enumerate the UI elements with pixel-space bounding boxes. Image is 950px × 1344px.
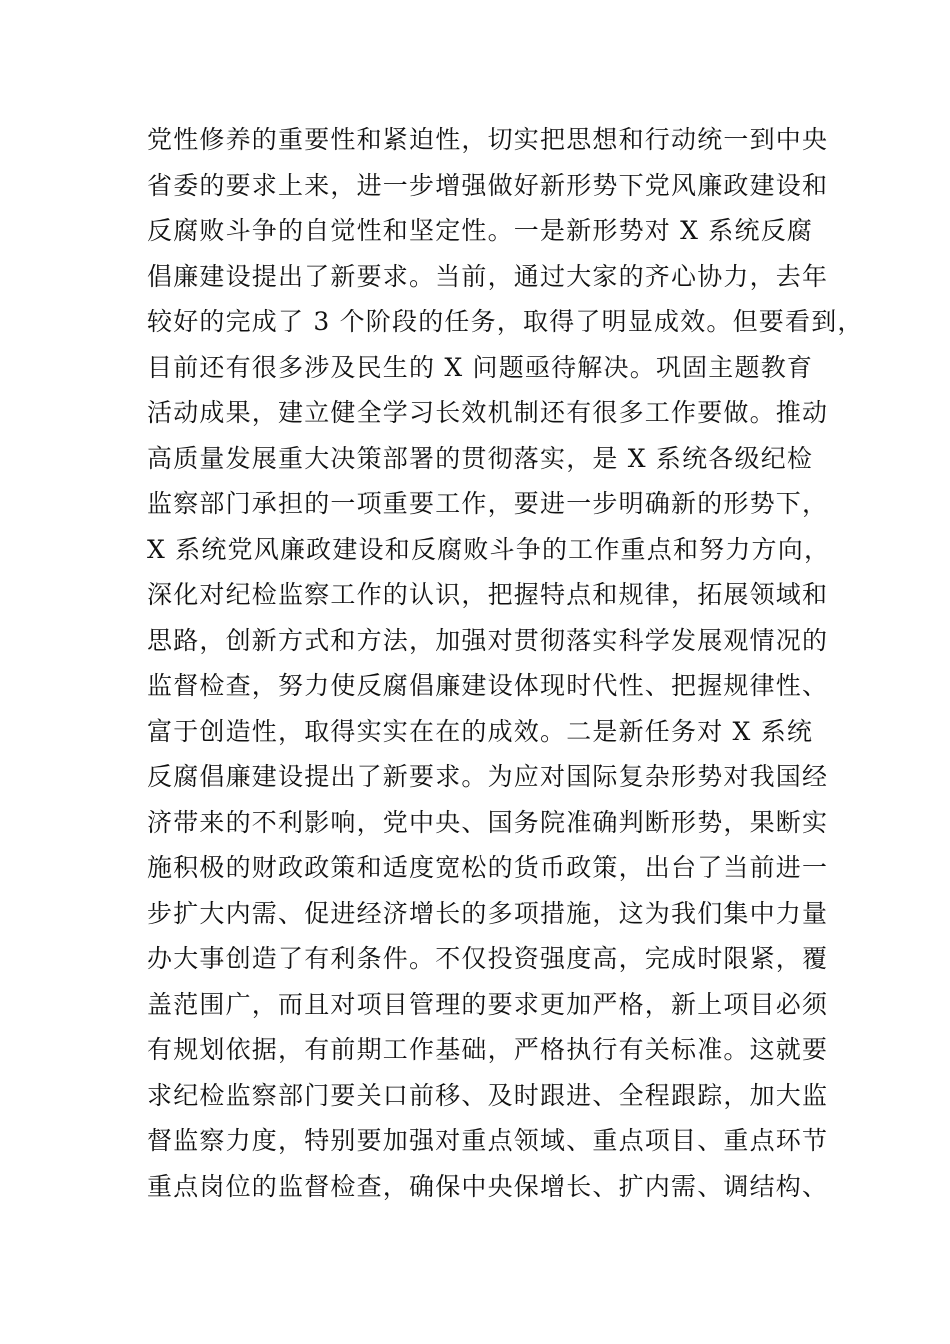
- text-line: 党性修养的重要性和紧迫性，切实把思想和行动统一到中央: [147, 125, 829, 154]
- text-line: 活动成果，建立健全学习长效机制还有很多工作要做。推动: [147, 398, 829, 427]
- text-line: 倡廉建设提出了新要求。当前，通过大家的齐心协力，去年: [147, 261, 829, 291]
- text-line: 高质量发展重大决策部署的贯彻落实，是 X 系统各级纪检: [147, 443, 814, 473]
- body-text: [147, 117, 864, 1209]
- text-line: 施积极的财政政策和适度宽松的货币政策，出台了当前进一: [147, 853, 829, 882]
- text-line: 思路，创新方式和方法，加强对贯彻落实科学发展观情况的: [147, 625, 829, 655]
- text-line: 富于创造性，取得实实在在的成效。二是新任务对 X 系统: [147, 716, 814, 746]
- text-line: 重点岗位的监督检查，确保中央保增长、扩内需、调结构、: [147, 1171, 829, 1201]
- text-line: 目前还有很多涉及民生的 X 问题亟待解决。巩固主题教育: [147, 352, 814, 382]
- text-line: 监督检查，努力使反腐倡廉建设体现时代性、把握规律性、: [147, 671, 829, 700]
- text-line: 反腐倡廉建设提出了新要求。为应对国际复杂形势对我国经: [147, 762, 829, 791]
- text-line: 省委的要求上来，进一步增强做好新形势下党风廉政建设和: [147, 170, 829, 200]
- text-line: 深化对纪检监察工作的认识，把握特点和规律，拓展领域和: [147, 580, 829, 609]
- text-line: 有规划依据，有前期工作基础，严格执行有关标准。这就要: [147, 1035, 829, 1064]
- text-line: 济带来的不利影响，党中央、国务院准确判断形势，果断实: [147, 807, 829, 837]
- text-line: 监察部门承担的一项重要工作，要进一步明确新的形势下，: [147, 489, 829, 518]
- text-line: 盖范围广，而且对项目管理的要求更加严格，新上项目必须: [147, 989, 829, 1019]
- text-line: 步扩大内需、促进经济增长的多项措施，这为我们集中力量: [147, 898, 829, 928]
- text-line: X 系统党风廉政建设和反腐败斗争的工作重点和努力方向，: [147, 534, 831, 564]
- text-line: 反腐败斗争的自觉性和坚定性。一是新形势对 X 系统反腐: [147, 216, 814, 245]
- text-line: 较好的完成了 3 个阶段的任务，取得了明显成效。但要看到，: [147, 307, 864, 336]
- text-line: 求纪检监察部门要关口前移、及时跟进、全程跟踪，加大监: [147, 1080, 829, 1110]
- text-line: 督监察力度，特别要加强对重点领域、重点项目、重点环节: [147, 1126, 829, 1155]
- text-line: 办大事创造了有利条件。不仅投资强度高，完成时限紧，覆: [147, 944, 829, 973]
